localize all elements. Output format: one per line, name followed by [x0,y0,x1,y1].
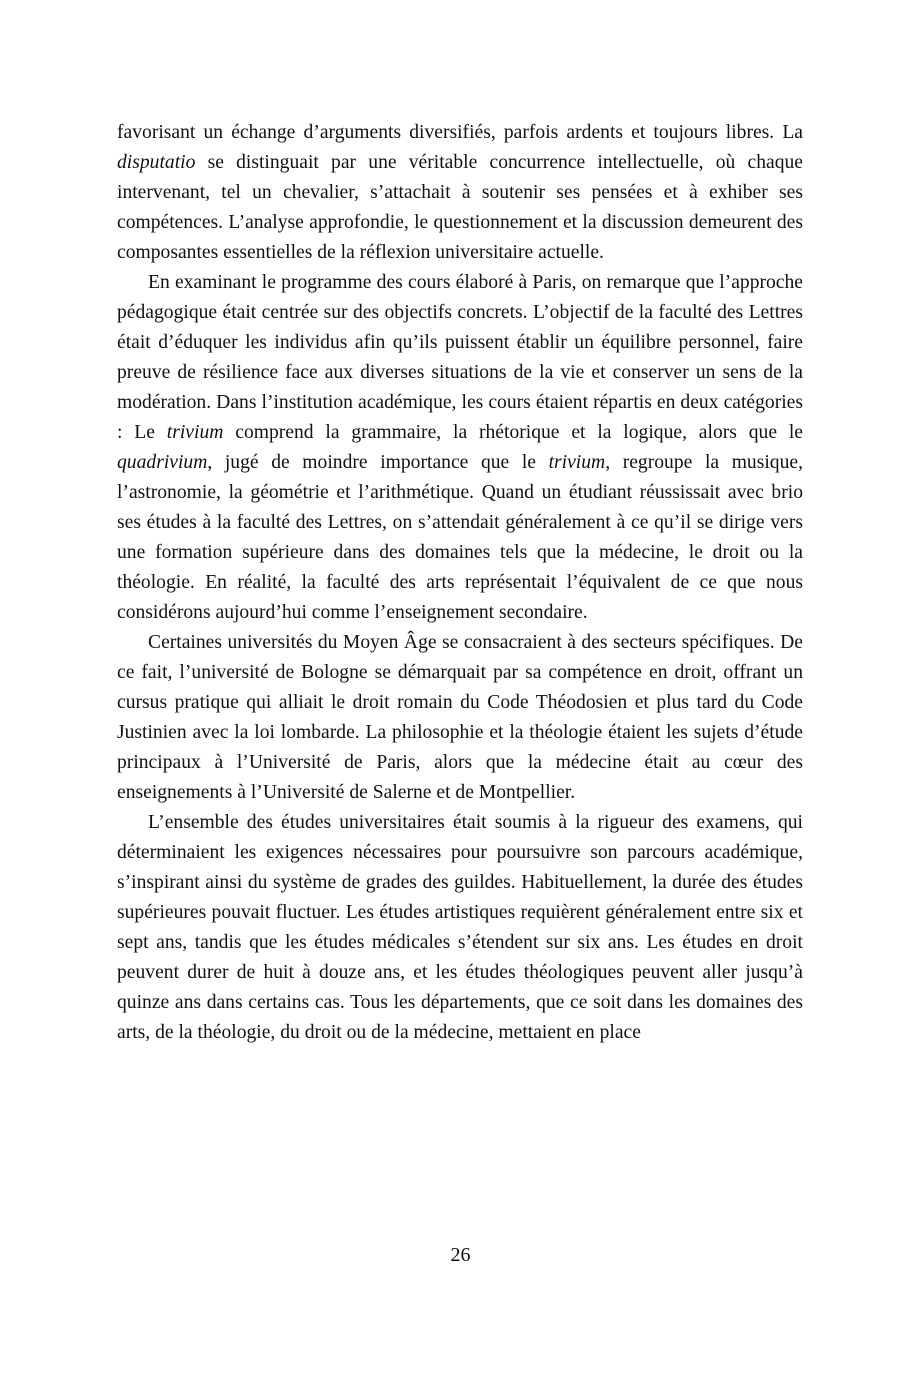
page-body [117,118,803,1048]
paragraph-1-text-1: favorisant un échange d’arguments diversifiés, parfois ardents et toujours libres. La [117,122,803,143]
paragraph-2-text-2: comprend la grammaire, la rhétorique et la logique, alors que le [223,422,804,443]
paragraph-3-text-1: Certaines universités du Moyen Âge se consacraient à des secteurs spécifiques. De ce fait, l’université de Bologne se démarquait par sa compétence en droit, offrant un cursus pratique qui alliait le droit romain du Code Théodosien et plus tard du Code Justinien avec la loi lombarde. La philosophie et la théologie étaient les sujets d’étude principaux à l’Université de Paris, alors que la médecine était au cœur des enseignements à l’Université de Salerne et de Montpellier. [117,632,803,803]
term-disputatio: disputatio [117,152,196,173]
paragraph-1 [117,118,803,268]
term-trivium-2: trivium [548,452,606,473]
paragraph-3 [117,628,803,808]
paragraph-4-text-1: L’ensemble des études universitaires était soumis à la rigueur des examens, qui déterminaient les exigences nécessaires pour poursuivre son parcours académique, s’inspirant ainsi du système de grades des guildes. Habituellement, la durée des études supérieures pouvait fluctuer. Les études artistiques requièrent généralement entre six et sept ans, tandis que les études médicales s’étendent sur six ans. Les études en droit peuvent durer de huit à douze ans, et les études théologiques peuvent aller jusqu’à quinze ans dans certains cas. Tous les départements, que ce soit dans les domaines des arts, de la théologie, du droit ou de la médecine, mettaient en place [117,812,803,1043]
term-trivium: trivium [166,422,224,443]
paragraph-1-text-2: se distinguait par une véritable concurrence intellectuelle, où chaque intervenant, tel un chevalier, s’attachait à soutenir ses pensées et à exhiber ses compétences. L’analyse approfondie, le questionnement et la discussion demeurent des composantes essentielles de la réflexion universitaire actuelle. [117,152,803,263]
paragraph-2-text-1: En examinant le programme des cours élaboré à Paris, on remarque que l’approche pédagogique était centrée sur des objectifs concrets. L’objectif de la faculté des Lettres était d’éduquer les individus afin qu’ils puissent établir un équilibre personnel, faire preuve de résilience face aux diverses situations de la vie et conserver un sens de la modération. Dans l’institution académique, les cours étaient répartis en deux catégories : Le [117,272,803,443]
paragraph-4 [117,808,803,1048]
paragraph-2-text-3: , jugé de moindre importance que le [207,452,549,473]
term-quadrivium: quadrivium [117,452,208,473]
paragraph-2-text-4: , regroupe la musique, l’astronomie, la géométrie et l’arithmétique. Quand un étudiant réussissait avec brio ses études à la faculté des Lettres, on s’attendait généralement à ce qu’il se dirige vers une formation supérieure dans des domaines tels que la médecine, le droit ou la théologie. En réalité, la faculté des arts représentait l’équivalent de ce que nous considérons aujourd’hui comme l’enseignement secondaire. [117,452,803,623]
page-number: 26 [450,1244,471,1266]
paragraph-2 [117,268,803,628]
